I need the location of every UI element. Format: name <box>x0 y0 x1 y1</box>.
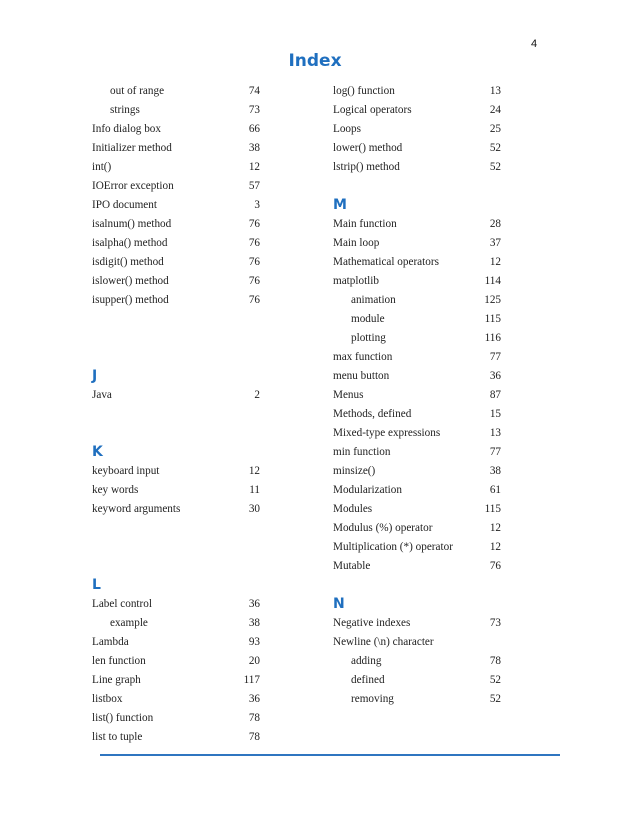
entry-page: 52 <box>489 160 501 173</box>
entry-page: 114 <box>484 274 501 287</box>
entry-page: 38 <box>489 464 501 477</box>
index-entry <box>333 461 501 480</box>
spacer <box>92 556 260 575</box>
index-entry <box>333 518 501 537</box>
spacer <box>92 537 260 556</box>
entry-term: max function <box>333 350 393 363</box>
index-entry <box>92 480 260 499</box>
index-entry <box>333 423 501 442</box>
entry-page: 115 <box>484 502 501 515</box>
index-entry <box>333 157 501 176</box>
entry-page: 15 <box>489 407 501 420</box>
entry-term: isupper() method <box>92 293 169 306</box>
entry-term: isdigit() method <box>92 255 164 268</box>
entry-page: 36 <box>248 692 260 705</box>
entry-term: len function <box>92 654 146 667</box>
entry-term: Java <box>92 388 112 401</box>
entry-page: 77 <box>489 350 501 363</box>
index-entry <box>92 195 260 214</box>
entry-page: 36 <box>489 369 501 382</box>
entry-term: IOError exception <box>92 179 174 192</box>
entry-term: key words <box>92 483 139 496</box>
entry-term: Methods, defined <box>333 407 412 420</box>
index-entry <box>333 537 501 556</box>
index-entry <box>333 632 501 651</box>
entry-term: animation <box>351 293 396 306</box>
index-subentry <box>333 309 501 328</box>
index-entry <box>92 157 260 176</box>
index-entry <box>333 347 501 366</box>
entry-page: 78 <box>489 654 501 667</box>
entry-term: Mixed-type expressions <box>333 426 441 439</box>
entry-term: Initializer method <box>92 141 172 154</box>
entry-term: Line graph <box>92 673 141 686</box>
index-entry <box>92 290 260 309</box>
entry-term: module <box>351 312 385 325</box>
index-entry <box>333 252 501 271</box>
page-title: Index <box>288 51 342 71</box>
index-entry <box>333 271 501 290</box>
index-entry <box>92 594 260 613</box>
entry-term: list to tuple <box>92 730 143 743</box>
entry-page: 78 <box>248 730 260 743</box>
spacer <box>92 347 260 366</box>
section-letter: K <box>92 443 103 460</box>
entry-term: Mathematical operators <box>333 255 439 268</box>
index-entry <box>333 499 501 518</box>
index-entry <box>92 252 260 271</box>
entry-term: Label control <box>92 597 152 610</box>
spacer <box>92 404 260 423</box>
spacer <box>92 518 260 537</box>
entry-page: 25 <box>489 122 501 135</box>
index-entry <box>92 499 260 518</box>
entry-term: matplotlib <box>333 274 379 287</box>
entry-page: 12 <box>248 160 260 173</box>
index-entry <box>92 651 260 670</box>
page-number: 4 <box>531 38 538 50</box>
index-subentry <box>333 689 501 708</box>
entry-term: out of range <box>110 84 165 97</box>
entry-page: 115 <box>484 312 501 325</box>
index-subentry <box>333 290 501 309</box>
entry-page: 117 <box>243 673 260 686</box>
index-entry <box>92 632 260 651</box>
entry-page: 76 <box>248 293 260 306</box>
index-entry <box>333 385 501 404</box>
entry-page: 61 <box>489 483 501 496</box>
entry-term: keyboard input <box>92 464 160 477</box>
entry-page: 66 <box>248 122 260 135</box>
index-entry <box>92 214 260 233</box>
entry-page: 52 <box>489 673 501 686</box>
entry-term: Mutable <box>333 559 371 572</box>
entry-term: Modularization <box>333 483 402 496</box>
entry-page: 76 <box>248 217 260 230</box>
entry-page: 13 <box>489 426 501 439</box>
entry-page: 73 <box>248 103 260 116</box>
entry-page: 52 <box>489 141 501 154</box>
entry-page: 76 <box>489 559 501 572</box>
index-entry <box>333 613 501 632</box>
entry-term: Loops <box>333 122 361 135</box>
entry-page: 30 <box>248 502 260 515</box>
entry-page: 52 <box>489 692 501 705</box>
entry-page: 12 <box>489 255 501 268</box>
entry-term: plotting <box>351 331 386 344</box>
spacer <box>92 328 260 347</box>
index-entry <box>92 385 260 404</box>
entry-term: Main loop <box>333 236 380 249</box>
index-entry <box>92 670 260 689</box>
section-letter: L <box>92 576 101 593</box>
entry-page: 76 <box>248 255 260 268</box>
entry-term: isalpha() method <box>92 236 168 249</box>
entry-page: 38 <box>248 616 260 629</box>
entry-term: log() function <box>333 84 395 97</box>
entry-term: strings <box>110 103 140 116</box>
section-letter: M <box>333 196 347 213</box>
entry-page: 93 <box>248 635 260 648</box>
entry-term: lstrip() method <box>333 160 400 173</box>
spacer <box>92 423 260 442</box>
entry-term: Info dialog box <box>92 122 161 135</box>
entry-page: 12 <box>248 464 260 477</box>
entry-term: IPO document <box>92 198 157 211</box>
index-entry <box>333 442 501 461</box>
entry-page: 87 <box>489 388 501 401</box>
index-entry <box>333 233 501 252</box>
index-entry <box>333 119 501 138</box>
index-entry <box>333 556 501 575</box>
index-right-column <box>333 81 501 708</box>
index-entry <box>92 176 260 195</box>
entry-page: 38 <box>248 141 260 154</box>
index-subentry <box>92 613 260 632</box>
entry-page: 11 <box>249 483 260 496</box>
entry-page: 73 <box>489 616 501 629</box>
entry-term: defined <box>351 673 385 686</box>
index-entry <box>92 233 260 252</box>
entry-page: 57 <box>248 179 260 192</box>
section-letter: J <box>92 367 98 384</box>
index-entry <box>92 119 260 138</box>
entry-term: Menus <box>333 388 364 401</box>
spacer <box>333 575 501 594</box>
entry-page: 116 <box>484 331 501 344</box>
entry-page: 77 <box>489 445 501 458</box>
index-subentry <box>333 670 501 689</box>
index-entry <box>92 689 260 708</box>
index-entry <box>333 480 501 499</box>
entry-term: lower() method <box>333 141 403 154</box>
index-subentry <box>92 100 260 119</box>
index-entry <box>92 461 260 480</box>
entry-page: 24 <box>489 103 501 116</box>
entry-page: 12 <box>489 521 501 534</box>
entry-page: 37 <box>489 236 501 249</box>
index-entry <box>92 271 260 290</box>
index-subentry <box>333 651 501 670</box>
entry-term: Modules <box>333 502 373 515</box>
entry-term: listbox <box>92 692 123 705</box>
entry-term: Negative indexes <box>333 616 411 629</box>
entry-page: 2 <box>254 388 260 401</box>
entry-term: keyword arguments <box>92 502 181 515</box>
entry-page: 3 <box>254 198 260 211</box>
entry-page: 12 <box>489 540 501 553</box>
index-entry <box>333 404 501 423</box>
footer-rule <box>100 754 560 756</box>
entry-term: Lambda <box>92 635 129 648</box>
index-entry <box>333 214 501 233</box>
entry-term: minsize() <box>333 464 376 477</box>
entry-term: example <box>110 616 148 629</box>
entry-term: Modulus (%) operator <box>333 521 433 534</box>
entry-page: 74 <box>248 84 260 97</box>
entry-page: 28 <box>489 217 501 230</box>
entry-term: Multiplication (*) operator <box>333 540 453 553</box>
entry-term: int() <box>92 160 112 173</box>
entry-term: min function <box>333 445 391 458</box>
entry-page: 125 <box>484 293 501 306</box>
spacer <box>92 309 260 328</box>
entry-term: adding <box>351 654 382 667</box>
index-subentry <box>92 81 260 100</box>
entry-term: menu button <box>333 369 390 382</box>
entry-term: Newline (\n) character <box>333 635 434 648</box>
entry-term: islower() method <box>92 274 169 287</box>
index-left-column <box>92 81 260 746</box>
entry-page: 76 <box>248 236 260 249</box>
entry-term: Main function <box>333 217 397 230</box>
entry-page: 36 <box>248 597 260 610</box>
index-entry <box>333 366 501 385</box>
index-entry <box>333 138 501 157</box>
entry-term: list() function <box>92 711 154 724</box>
entry-page: 13 <box>489 84 501 97</box>
index-entry <box>333 100 501 119</box>
index-entry <box>92 727 260 746</box>
entry-page: 78 <box>248 711 260 724</box>
index-entry <box>92 138 260 157</box>
index-subentry <box>333 328 501 347</box>
index-entry <box>92 708 260 727</box>
spacer <box>333 176 501 195</box>
section-letter: N <box>333 595 345 612</box>
index-entry <box>333 81 501 100</box>
entry-term: Logical operators <box>333 103 412 116</box>
entry-term: isalnum() method <box>92 217 172 230</box>
entry-term: removing <box>351 692 394 705</box>
entry-page: 76 <box>248 274 260 287</box>
entry-page: 20 <box>248 654 260 667</box>
